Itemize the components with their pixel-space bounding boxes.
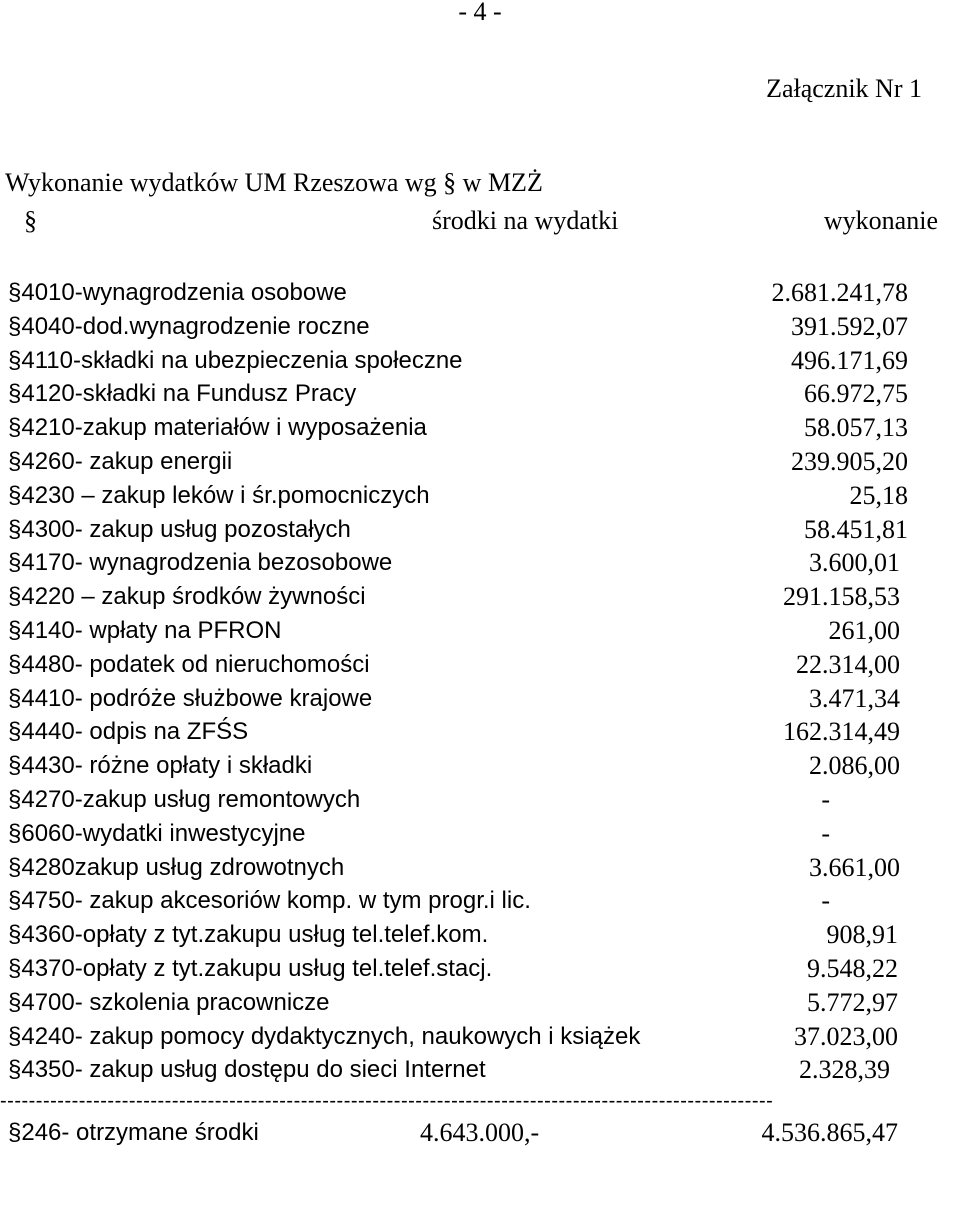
expense-amount: 2.681.241,78 <box>771 278 908 307</box>
expense-amount: 58.057,13 <box>804 413 908 443</box>
expense-label: §4750- zakup akcesoriów komp. w tym progr.i lic. <box>8 887 531 915</box>
expense-row <box>0 952 960 986</box>
expense-row <box>0 377 960 411</box>
total-execution: 4.536.865,47 <box>761 1118 898 1147</box>
document-title: Wykonanie wydatków UM Rzeszowa wg § w MZŻ <box>5 168 543 197</box>
expense-amount: - <box>821 818 830 848</box>
expense-amount: 162.314,49 <box>783 717 900 747</box>
expense-label: §6060-wydatki inwestycyjne <box>8 819 306 847</box>
expense-row <box>0 884 960 918</box>
header-paragraph: § <box>24 206 37 235</box>
expense-row <box>0 276 960 310</box>
total-label: §246- otrzymane środki <box>8 1119 259 1146</box>
expense-amount: 37.023,00 <box>794 1021 898 1051</box>
expense-label: §4240- zakup pomocy dydaktycznych, naukowych i książek <box>8 1022 641 1050</box>
expense-label: §4270-zakup usług remontowych <box>8 786 361 813</box>
expense-label: §4010-wynagrodzenia osobowe <box>8 279 347 306</box>
expense-amount: - <box>821 886 830 916</box>
expense-row <box>0 411 960 445</box>
expense-label: §4700- szkolenia pracownicze <box>8 988 330 1016</box>
expense-row <box>0 783 960 817</box>
expense-row <box>0 580 960 614</box>
expense-label: §4300- zakup usług pozostałych <box>8 515 351 543</box>
expense-row <box>0 344 960 378</box>
expense-row <box>0 648 960 682</box>
header-execution: wykonanie <box>823 206 938 235</box>
expense-row <box>0 479 960 513</box>
expense-amount: 261,00 <box>828 616 900 645</box>
expense-amount: 2.328,39 <box>799 1055 890 1085</box>
expense-amount: 391.592,07 <box>791 311 908 341</box>
expense-label: §4410- podróże służbowe krajowe <box>8 684 373 712</box>
expense-label: §4120-składki na Fundusz Pracy <box>8 380 357 408</box>
expense-row <box>0 918 960 952</box>
expense-row <box>0 715 960 749</box>
expense-label: §4360-opłaty z tyt.zakupu usług tel.telef.kom. <box>8 921 489 949</box>
page-number: - 4 - <box>458 0 502 26</box>
expense-amount: 22.314,00 <box>796 649 900 679</box>
expense-label: §4040-dod.wynagrodzenie roczne <box>8 312 370 340</box>
expense-amount: 3.600,01 <box>809 548 900 578</box>
expense-row <box>0 546 960 580</box>
expense-label: §4480- podatek od nieruchomości <box>8 650 370 678</box>
expense-row <box>0 851 960 885</box>
expense-amount: 25,18 <box>849 480 908 510</box>
expense-amount: 5.772,97 <box>807 987 898 1017</box>
expense-label: §4260- zakup energii <box>8 448 233 475</box>
expense-row <box>0 445 960 479</box>
expense-label: §4370-opłaty z tyt.zakupu usług tel.telef.stacj. <box>8 955 493 982</box>
expense-row <box>0 986 960 1020</box>
expense-row <box>0 682 960 716</box>
expense-label: §4280zakup usług zdrowotnych <box>8 853 345 881</box>
expense-row <box>0 614 960 648</box>
expense-amount: - <box>821 785 830 814</box>
expense-label: §4430- różne opłaty i składki <box>8 752 313 780</box>
expense-label: §4440- odpis na ZFŚS <box>8 718 249 746</box>
expense-label: §4170- wynagrodzenia bezosobowe <box>8 549 393 577</box>
expense-amount: 58.451,81 <box>804 514 908 544</box>
expense-label: §4350- zakup usług dostępu do sieci Internet <box>8 1056 486 1084</box>
expense-amount: 3.471,34 <box>809 683 900 713</box>
header-funds: środki na wydatki <box>432 206 619 235</box>
expense-amount: 9.548,22 <box>807 954 898 983</box>
expense-row <box>0 749 960 783</box>
expense-amount: 239.905,20 <box>791 447 908 476</box>
expense-label: §4110-składki na ubezpieczenia społeczne <box>8 346 463 374</box>
expense-amount: 3.661,00 <box>809 852 900 882</box>
dashed-separator: ------------------------------------------------------------------------------------------------------------ <box>0 1090 774 1112</box>
expense-row <box>0 310 960 344</box>
expense-amount: 908,91 <box>826 920 898 950</box>
expense-row <box>0 1020 960 1054</box>
expense-row <box>0 513 960 547</box>
expense-amount: 291.158,53 <box>783 582 900 612</box>
total-funds: 4.643.000,- <box>420 1118 540 1147</box>
expense-row <box>0 1053 960 1087</box>
expense-amount: 496.171,69 <box>791 345 908 375</box>
expense-amount: 66.972,75 <box>804 379 908 409</box>
expense-label: §4220 – zakup środków żywności <box>8 583 366 611</box>
expense-label: §4210-zakup materiałów i wyposażenia <box>8 414 427 442</box>
annex-title: Załącznik Nr 1 <box>766 74 922 103</box>
expense-label: §4230 – zakup leków i śr.pomocniczych <box>8 481 430 509</box>
expense-label: §4140- wpłaty na PFRON <box>8 617 282 644</box>
expense-row <box>0 817 960 851</box>
expense-amount: 2.086,00 <box>809 751 900 781</box>
